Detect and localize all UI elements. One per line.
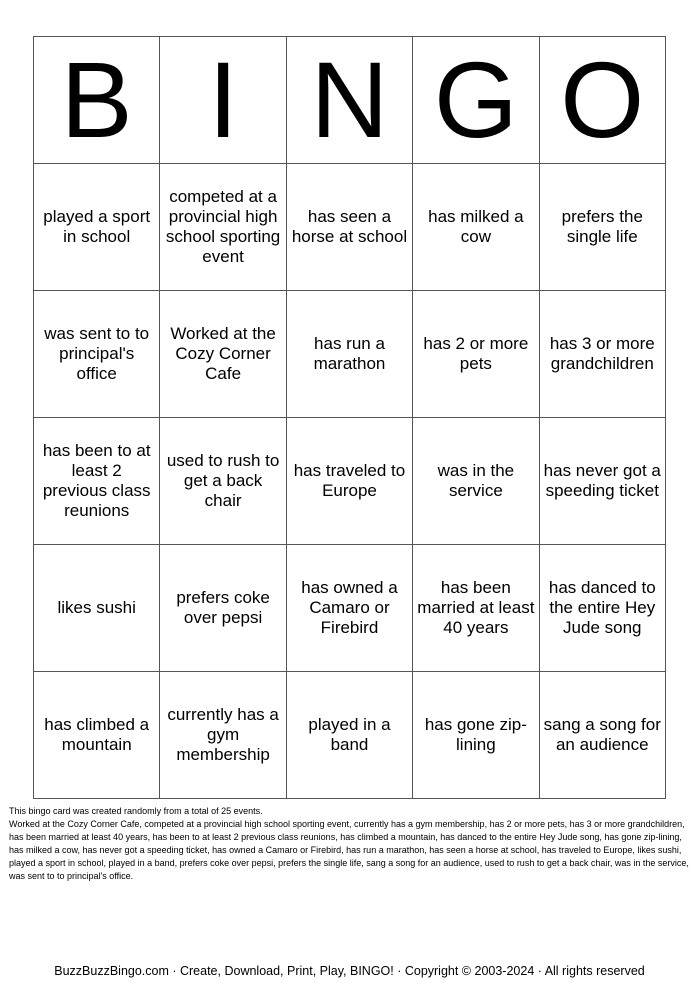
bingo-cell: likes sushi (34, 545, 160, 672)
bingo-cell: has been to at least 2 previous class reunions (34, 418, 160, 545)
bingo-cell: competed at a provincial high school sporting event (160, 164, 286, 291)
bingo-header-row (34, 37, 666, 164)
bingo-cell: has traveled to Europe (286, 418, 412, 545)
page-footer: BuzzBuzzBingo.com · Create, Download, Print, Play, BINGO! · Copyright © 2003-2024 · All rights reserved (54, 964, 645, 978)
bingo-cell: has run a marathon (286, 291, 412, 418)
bingo-cell: has climbed a mountain (34, 672, 160, 799)
bingo-cell: has 3 or more grandchildren (539, 291, 665, 418)
header-letter-n: N (286, 37, 412, 164)
bingo-row (34, 545, 666, 672)
bingo-cell: has 2 or more pets (413, 291, 539, 418)
header-letter-g: G (413, 37, 539, 164)
bingo-card (33, 36, 666, 799)
bingo-cell: used to rush to get a back chair (160, 418, 286, 545)
bingo-cell: sang a song for an audience (539, 672, 665, 799)
header-letter-i: I (160, 37, 286, 164)
bingo-cell: played a sport in school (34, 164, 160, 291)
card-footnote (9, 805, 689, 883)
header-letter-b: B (34, 37, 160, 164)
bingo-cell: has owned a Camaro or Firebird (286, 545, 412, 672)
bingo-cell: currently has a gym membership (160, 672, 286, 799)
bingo-cell: prefers the single life (539, 164, 665, 291)
bingo-cell: Worked at the Cozy Corner Cafe (160, 291, 286, 418)
footnote-event-list: Worked at the Cozy Corner Cafe, competed at a provincial high school sporting event, currently has a gym membership, has 2 or more pets, has 3 or more grandchildren, has been married at least 40 years, has been to at least 2 previous class reunions, has climbed a mountain, has danced to the entire Hey Jude song, has gone zip-lining, has milked a cow, has never got a speeding ticket, has owned a Camaro or Firebird, has run a marathon, has seen a horse at school, has traveled to Europe, likes sushi, played a sport in school, played in a band, prefers coke over pepsi, prefers the single life, sang a song for an audience, used to rush to get a back chair, was in the service, was sent to to principal's office. (9, 819, 689, 881)
bingo-cell: was sent to to principal's office (34, 291, 160, 418)
bingo-cell: has seen a horse at school (286, 164, 412, 291)
bingo-cell: has milked a cow (413, 164, 539, 291)
footnote-intro: This bingo card was created randomly from a total of 25 events. (9, 806, 263, 816)
bingo-row (34, 672, 666, 799)
bingo-cell: has gone zip-lining (413, 672, 539, 799)
bingo-cell: was in the service (413, 418, 539, 545)
bingo-row (34, 418, 666, 545)
bingo-cell: has never got a speeding ticket (539, 418, 665, 545)
bingo-cell: prefers coke over pepsi (160, 545, 286, 672)
bingo-cell: has been married at least 40 years (413, 545, 539, 672)
bingo-row (34, 164, 666, 291)
bingo-row (34, 291, 666, 418)
bingo-cell: played in a band (286, 672, 412, 799)
header-letter-o: O (539, 37, 665, 164)
bingo-cell: has danced to the entire Hey Jude song (539, 545, 665, 672)
